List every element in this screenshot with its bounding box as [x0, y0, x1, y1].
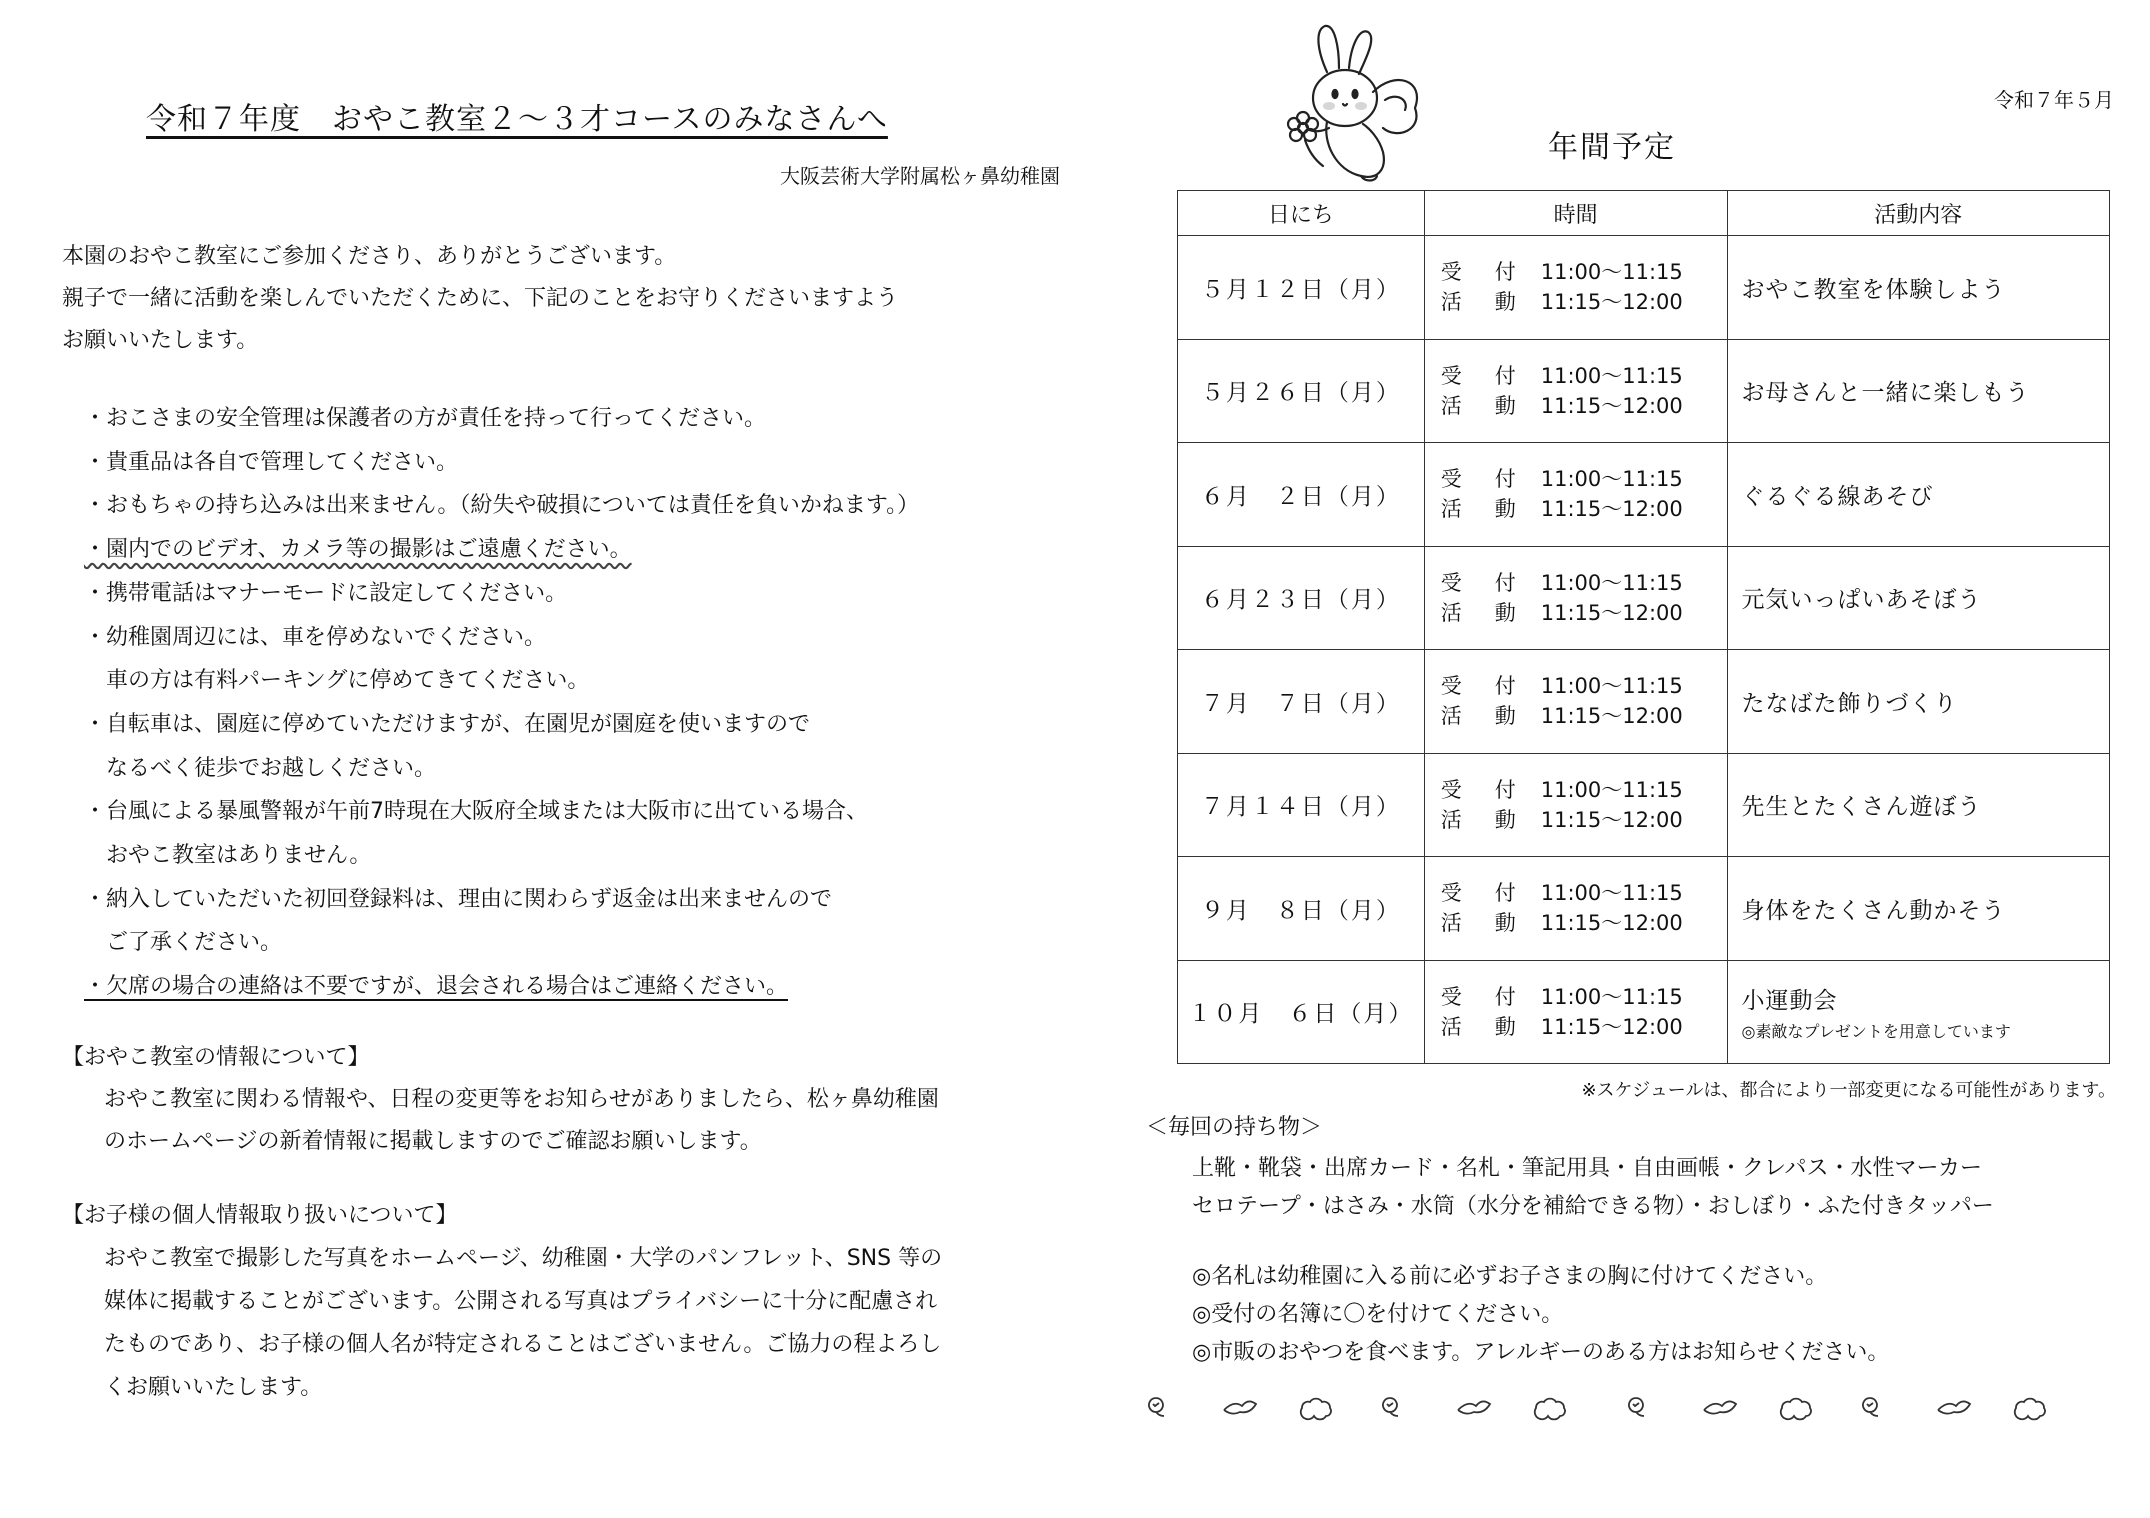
row-content — [1727, 546, 2109, 650]
info-body — [62, 1079, 1104, 1163]
row-date: ９月 ８日（月） — [1178, 857, 1425, 961]
activity-time: 11:15～12:00 — [1540, 290, 1683, 315]
bird-icon — [1938, 1401, 1970, 1413]
row-time — [1424, 443, 1727, 547]
row-date: ６月 ２日（月） — [1178, 443, 1425, 547]
table-row — [1178, 857, 2110, 961]
activity-label: 活 動 — [1440, 290, 1522, 315]
activity-label: 活 動 — [1440, 1014, 1522, 1039]
info-line: のホームページの新着情報に掲載しますのでご確認お願いします。 — [104, 1129, 762, 1154]
smiley-flower-icon — [1863, 1398, 1878, 1416]
belongings-line: セロテープ・はさみ・水筒（水分を補給できる物）・おしぼり・ふた付きタッパー — [1192, 1194, 1994, 1219]
table-row — [1178, 960, 2110, 1064]
activity-content: 元気いっぱいあそぼう — [1741, 587, 1982, 614]
rule-item — [84, 965, 1084, 1009]
activity-time: 11:15～12:00 — [1540, 704, 1683, 729]
smiley-flower-icon — [1629, 1398, 1644, 1416]
reception-label: 受 付 — [1440, 467, 1522, 492]
row-date: ５月２６日（月） — [1178, 339, 1425, 443]
reception-time: 11:00～11:15 — [1540, 260, 1683, 285]
rule-text: ・納入していただいた初回登録料は、理由に関わらず返金は出来ませんので — [84, 886, 833, 912]
row-content — [1727, 857, 2109, 961]
header-time: 時間 — [1424, 191, 1727, 236]
info-section — [62, 1040, 1104, 1163]
row-time — [1424, 546, 1727, 650]
reception-time: 11:00～11:15 — [1540, 984, 1683, 1009]
row-date: ５月１２日（月） — [1178, 236, 1425, 340]
schedule-title: 年間予定 — [1548, 130, 1676, 165]
page-title: 令和７年度 おやこ教室２～３才コースのみなさんへ — [146, 102, 888, 137]
rule-item — [84, 747, 1084, 791]
activity-time: 11:15～12:00 — [1540, 807, 1683, 832]
cloud-icon — [2015, 1399, 2045, 1420]
note-item: ◎市販のおやつを食べます。アレルギーのある方はお知らせください。 — [1192, 1340, 1890, 1365]
privacy-line: 媒体に掲載することがございます。公開される写真はプライバシーに十分に配慮され — [104, 1289, 938, 1314]
activity-time: 11:15～12:00 — [1540, 911, 1683, 936]
privacy-section — [62, 1198, 1104, 1409]
privacy-body — [62, 1237, 1104, 1409]
rule-text: ・台風による暴風警報が午前7時現在大阪府全域または大阪市に出ている場合、 — [84, 799, 868, 825]
activity-label: 活 動 — [1440, 911, 1522, 936]
rule-item — [84, 834, 1084, 878]
decorative-border — [1146, 1392, 2086, 1422]
note-item: ◎名札は幼稚園に入る前に必ずお子さまの胸に付けてください。 — [1192, 1264, 1828, 1289]
activity-label: 活 動 — [1440, 807, 1522, 832]
table-row — [1178, 546, 2110, 650]
activity-time: 11:15～12:00 — [1540, 600, 1683, 625]
info-line: おやこ教室に関わる情報や、日程の変更等をお知らせがありましたら、松ヶ鼻幼稚園 — [104, 1087, 939, 1112]
reception-label: 受 付 — [1440, 260, 1522, 285]
rule-item — [84, 616, 1084, 660]
reception-label: 受 付 — [1440, 674, 1522, 699]
row-time — [1424, 857, 1727, 961]
intro-line: お願いいたします。 — [62, 328, 259, 353]
belongings-line: 上靴・靴袋・出席カード・名札・筆記用具・自由画帳・クレパス・水性マーカー — [1192, 1156, 1983, 1181]
row-date: ６月２３日（月） — [1178, 546, 1425, 650]
row-time — [1424, 960, 1727, 1064]
smiley-flower-icon — [1383, 1398, 1398, 1416]
header-date: 日にち — [1178, 191, 1425, 236]
row-date: １０月 ６日（月） — [1178, 960, 1425, 1064]
info-heading: 【おやこ教室の情報について】 — [62, 1045, 370, 1070]
row-time — [1424, 753, 1727, 857]
row-date: ７月１４日（月） — [1178, 753, 1425, 857]
privacy-line: くお願いいたします。 — [104, 1375, 323, 1400]
rule-text: ・欠席の場合の連絡は不要ですが、退会される場合はご連絡ください。 — [84, 974, 789, 1000]
cloud-icon — [1301, 1399, 1331, 1420]
table-row — [1178, 650, 2110, 754]
reception-time: 11:00～11:15 — [1540, 674, 1683, 699]
row-time — [1424, 650, 1727, 754]
intro-line: 本園のおやこ教室にご参加くださり、ありがとうございます。 — [62, 244, 677, 269]
rule-text: ・幼稚園周辺には、車を停めないでください。 — [84, 624, 547, 650]
table-row — [1178, 339, 2110, 443]
table-row — [1178, 443, 2110, 547]
bird-icon — [1224, 1401, 1256, 1413]
reception-label: 受 付 — [1440, 881, 1522, 906]
reception-label: 受 付 — [1440, 984, 1522, 1009]
activity-label: 活 動 — [1440, 704, 1522, 729]
note-item: ◎受付の名簿に〇を付けてください。 — [1192, 1302, 1564, 1327]
row-date: ７月 ７日（月） — [1178, 650, 1425, 754]
row-time — [1424, 236, 1727, 340]
activity-time: 11:15～12:00 — [1540, 1014, 1683, 1039]
notes-list — [1192, 1258, 1889, 1372]
row-content — [1727, 443, 2109, 547]
rule-text: ・園内でのビデオ、カメラ等の撮影はご遠慮ください。 — [84, 537, 632, 563]
schedule-table — [1177, 190, 2110, 1064]
cloud-icon — [1781, 1399, 1811, 1420]
bird-icon — [1704, 1401, 1736, 1413]
smiley-flower-icon — [1149, 1398, 1164, 1416]
activity-time: 11:15～12:00 — [1540, 393, 1683, 418]
reception-time: 11:00～11:15 — [1540, 467, 1683, 492]
table-row — [1178, 753, 2110, 857]
activity-content: お母さんと一緒に楽しもう — [1741, 380, 2030, 407]
activity-content: たなばた飾りづくり — [1741, 690, 1958, 717]
rule-text: ・おもちゃの持ち込みは出来ません。（紛失や破損については責任を負いかねます。） — [84, 493, 920, 519]
intro-line: 親子で一緒に活動を楽しんでいただくために、下記のことをお守りくださいますよう — [62, 286, 899, 311]
activity-label: 活 動 — [1440, 393, 1522, 418]
reception-label: 受 付 — [1440, 777, 1522, 802]
school-name: 大阪芸術大学附属松ヶ鼻幼稚園 — [780, 164, 1060, 188]
activity-note: ◎素敵なプレゼントを用意しています — [1741, 1021, 2011, 1041]
belongings-heading: ＜毎回の持ち物＞ — [1146, 1115, 1323, 1140]
row-time — [1424, 339, 1727, 443]
activity-label: 活 動 — [1440, 600, 1522, 625]
reception-time: 11:00～11:15 — [1540, 570, 1683, 595]
table-header-row — [1178, 191, 2110, 236]
bunny-illustration — [1265, 20, 1435, 185]
rule-item — [84, 441, 1084, 485]
header-activity: 活動内容 — [1727, 191, 2109, 236]
row-content — [1727, 960, 2109, 1064]
row-content — [1727, 236, 2109, 340]
rule-item — [84, 921, 1084, 965]
row-content — [1727, 753, 2109, 857]
rule-item — [84, 878, 1084, 922]
activity-content: 小運動会 — [1741, 987, 1838, 1014]
activity-content: 身体をたくさん動かそう — [1741, 897, 2006, 924]
row-content — [1727, 650, 2109, 754]
intro-text — [62, 236, 1062, 362]
rule-text: ・自転車は、園庭に停めていただけますが、在園児が園庭を使いますので — [84, 711, 811, 737]
rule-text: ・貴重品は各自で管理してください。 — [84, 449, 459, 475]
activity-time: 11:15～12:00 — [1540, 497, 1683, 522]
rule-item — [84, 659, 1084, 703]
table-row — [1178, 236, 2110, 340]
reception-label: 受 付 — [1440, 363, 1522, 388]
rule-item — [84, 703, 1084, 747]
rule-item — [84, 790, 1084, 834]
rule-item — [84, 397, 1084, 441]
activity-content: ぐるぐる線あそび — [1741, 483, 1934, 510]
rules-list — [84, 397, 1084, 1009]
rule-text: 車の方は有料パーキングに停めてきてください。 — [106, 668, 590, 694]
privacy-line: たものであり、お子様の個人名が特定されることはございません。ご協力の程よろし — [104, 1332, 942, 1357]
reception-time: 11:00～11:15 — [1540, 777, 1683, 802]
cloud-icon — [1535, 1399, 1565, 1420]
privacy-heading: 【お子様の個人情報取り扱いについて】 — [62, 1203, 458, 1228]
reception-time: 11:00～11:15 — [1540, 881, 1683, 906]
reception-label: 受 付 — [1440, 570, 1522, 595]
bird-icon — [1458, 1401, 1490, 1413]
row-content — [1727, 339, 2109, 443]
activity-label: 活 動 — [1440, 497, 1522, 522]
belongings-list — [1192, 1150, 1994, 1226]
reception-time: 11:00～11:15 — [1540, 363, 1683, 388]
rule-text: ご了承ください。 — [106, 930, 283, 956]
activity-content: おやこ教室を体験しよう — [1741, 276, 2006, 303]
schedule-disclaimer: ※スケジュールは、都合により一部変更になる可能性があります。 — [1581, 1080, 2116, 1101]
rule-text: ・携帯電話はマナーモードに設定してください。 — [84, 580, 568, 606]
rule-item — [84, 572, 1084, 616]
rule-text: なるべく徒歩でお越しください。 — [106, 755, 437, 781]
rule-item — [84, 484, 1084, 528]
rule-item — [84, 528, 1084, 572]
rule-text: おやこ教室はありません。 — [106, 843, 372, 869]
activity-content: 先生とたくさん遊ぼう — [1741, 794, 1982, 821]
privacy-line: おやこ教室で撮影した写真をホームページ、幼稚園・大学のパンフレット、SNS 等の — [104, 1246, 943, 1271]
rule-text: ・おこさまの安全管理は保護者の方が責任を持って行ってください。 — [84, 406, 767, 431]
issue-date: 令和７年５月 — [1994, 88, 2114, 112]
